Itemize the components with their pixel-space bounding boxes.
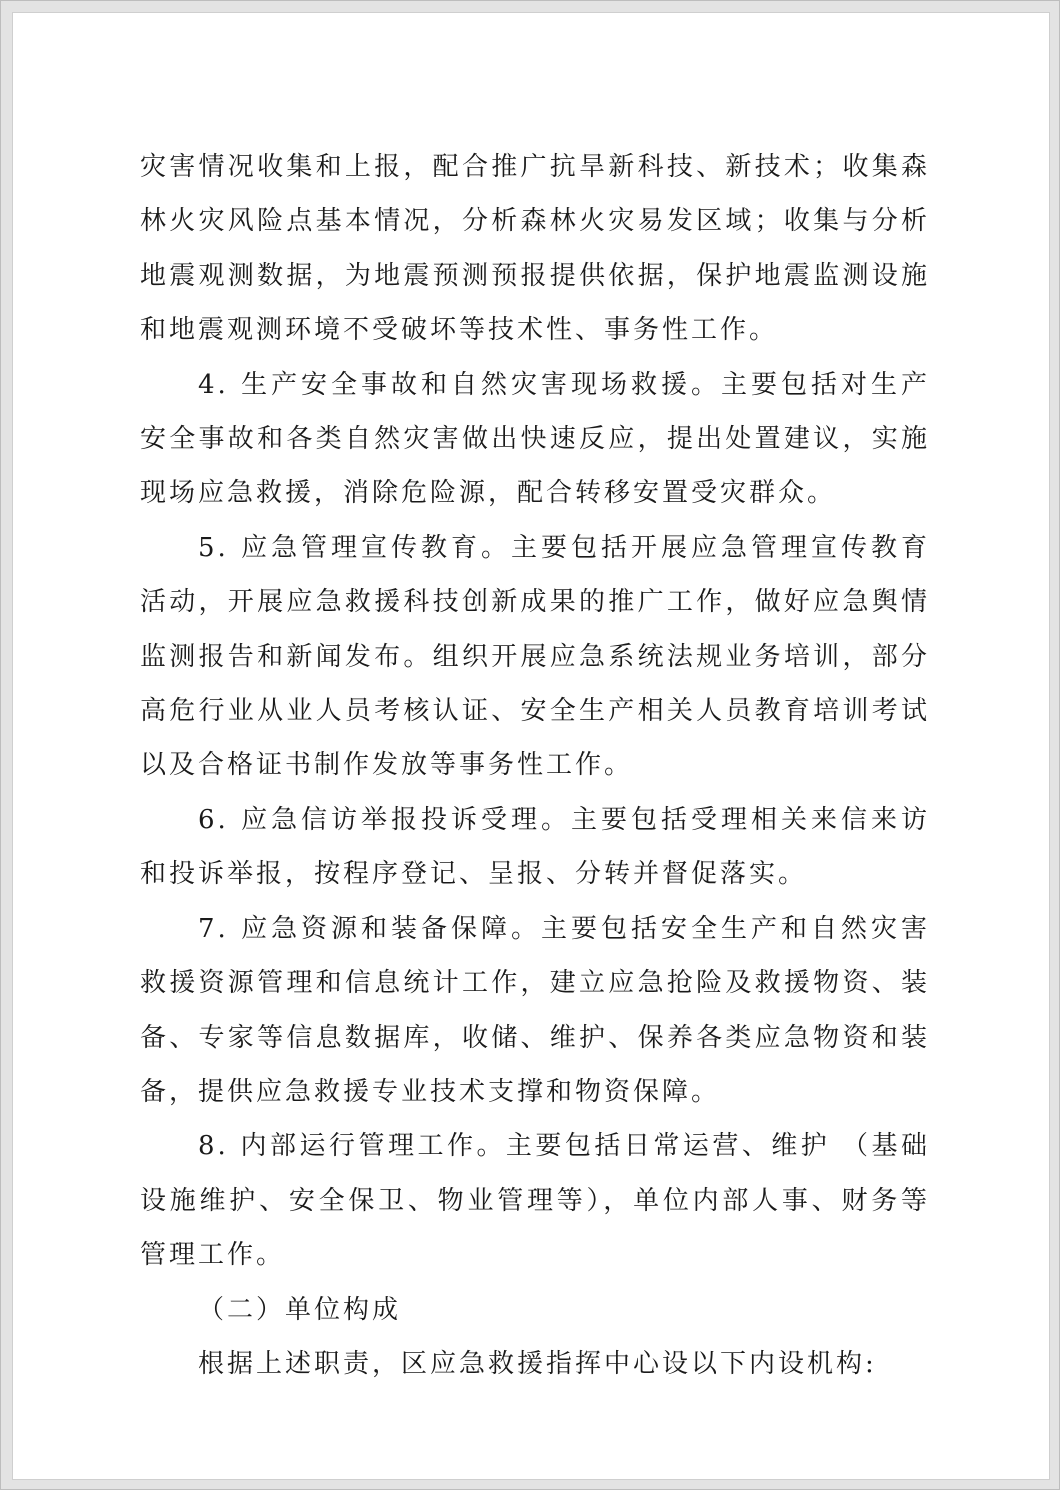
paragraph-item-6: 6. 应急信访举报投诉受理。主要包括受理相关来信来访和投诉举报，按程序登记、呈报、分转并督促落实。 [140,804,930,890]
section-heading-unit-composition: （二）单位构成 [198,1294,402,1325]
paragraph-item-5: 5. 应急管理宣传教育。主要包括开展应急管理宣传教育活动，开展应急救援科技创新成果的推广工作，做好应急舆情监测报告和新闻发布。组织开展应急系统法规业务培训，部分高危行业从业人员考核认证、安全生产相关人员教育培训考试以及合格证书制作发放等事务性工作。 [140,532,930,781]
paragraph-item-8: 8. 内部运行管理工作。主要包括日常运营、维护 （基础设施维护、安全保卫、物业管理等），单位内部人事、财务等管理工作。 [140,1131,930,1271]
document-body [140,140,930,1391]
paragraph-item-4: 4. 生产安全事故和自然灾害现场救援。主要包括对生产安全事故和各类自然灾害做出快速反应，提出处置建议，实施现场应急救援，消除危险源，配合转移安置受灾群众。 [140,369,930,509]
document-page [12,12,1050,1480]
paragraph-continuation: 灾害情况收集和上报，配合推广抗旱新科技、新技术；收集森林火灾风险点基本情况，分析森林火灾易发区域；收集与分析地震观测数据，为地震预测预报提供依据，保护地震监测设施和地震观测环境不受破坏等技术性、事务性工作。 [140,152,930,346]
paragraph-intro-internal-bodies: 根据上述职责，区应急救援指挥中心设以下内设机构: [198,1348,877,1379]
paragraph-item-7: 7. 应急资源和装备保障。主要包括安全生产和自然灾害救援资源管理和信息统计工作，建立应急抢险及救援物资、装备、专家等信息数据库，收储、维护、保养各类应急物资和装备，提供应急救援专业技术支撑和物资保障。 [140,913,930,1107]
